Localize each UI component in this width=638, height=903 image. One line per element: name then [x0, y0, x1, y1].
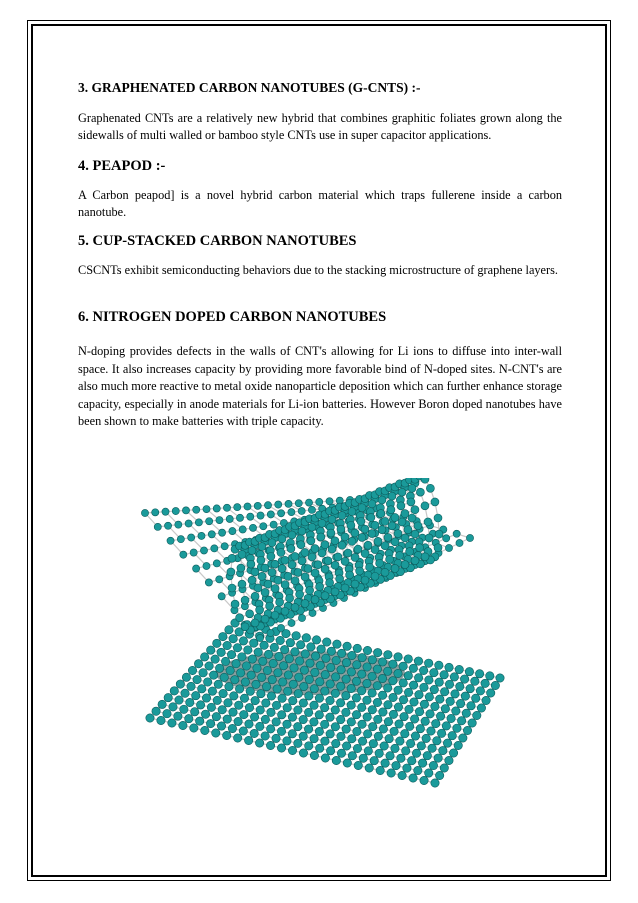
section-4-heading: 4. PEAPOD :- [78, 158, 166, 174]
section-6-heading: 6. NITROGEN DOPED CARBON NANOTUBES [78, 309, 387, 325]
section-5-heading: 5. CUP-STACKED CARBON NANOTUBES [78, 233, 357, 249]
section-4-text: A Carbon peapod] is a novel hybrid carbon material which traps fullerene inside a carbon nanotube. [78, 188, 562, 219]
section-6-text: N-doping provides defects in the walls of CNT's allowing for Li ions to diffuse into inter-wall space. It also increases capacity by providing more favorable bind of N-doped sites. N-CNT's are also much more reactive to metal oxide nanoparticle deposition which can further enhance storage capacity, especially in anode materials for Li-ion batteries. However Boron doped nanotubes have been shown to make batteries with triple capacity. [78, 344, 562, 429]
section-5-text: CSCNTs exhibit semiconducting behaviors due to the stacking microstructure of graphene layers. [78, 263, 558, 277]
section-3-heading: 3. GRAPHENATED CARBON NANOTUBES (G-CNTS) :- [78, 80, 421, 95]
lattice-atoms [141, 478, 504, 787]
section-3-text: Graphenated CNTs are a relatively new hybrid that combines graphitic foliates grown along the sidewalls of multi walled or bamboo style CNTs use in super capacitor applications. [78, 111, 562, 142]
carbon-nanotube-graphene-illustration [140, 478, 505, 788]
